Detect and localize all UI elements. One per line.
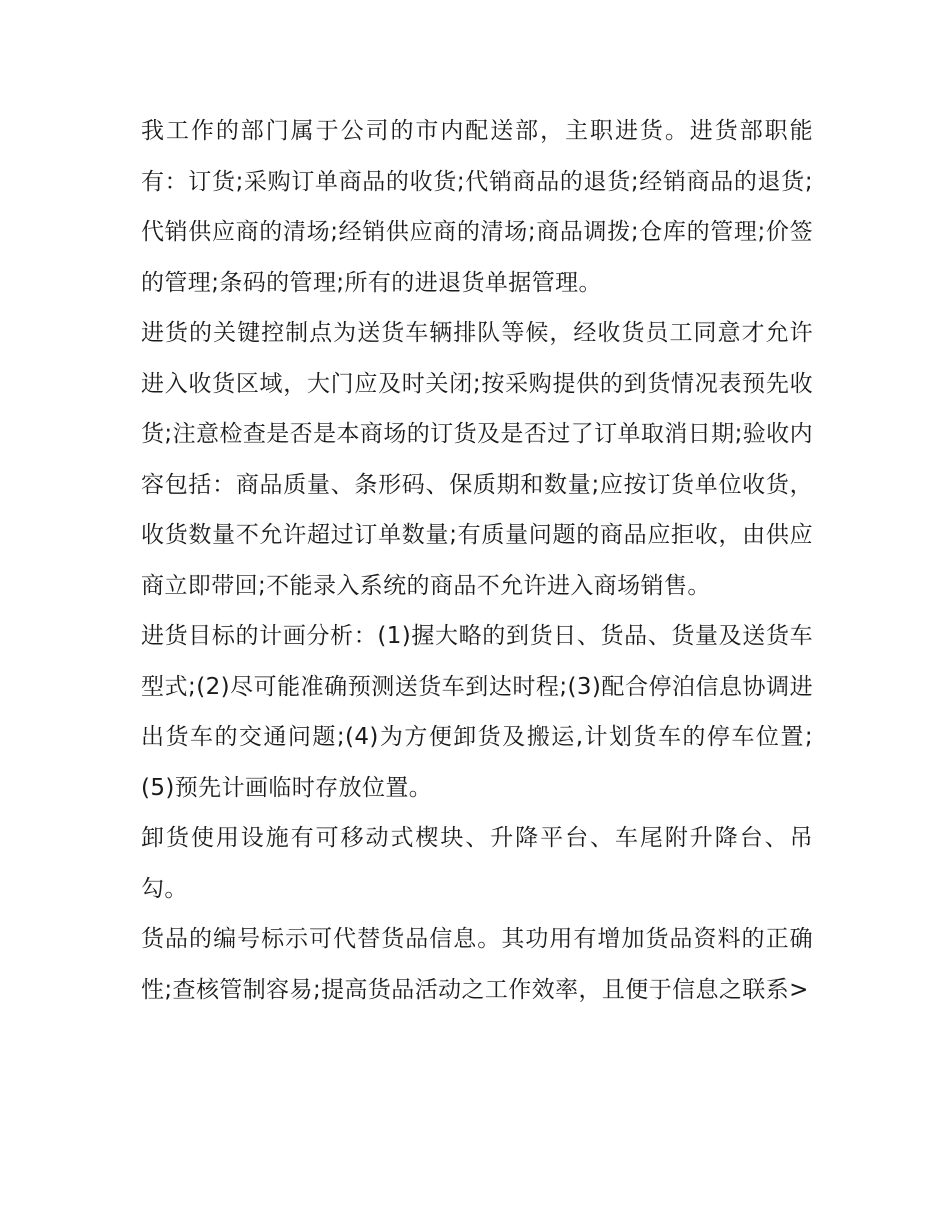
paragraph-key-control-points: 进货的关键控制点为送货车辆排队等候，经收货员工同意才允许进入收货区域，大门应及时关闭;按采购提供的到货情况表预先收货;注意检查是否是本商场的订货及是否过了订单取消日期;验收内容包括：商品质量、条形码、保质期和数量;应按订货单位收货，收货数量不允许超过订单数量;有质量问题的商品应拒收，由供应商立即带回;不能录入系统的商品不允许进入商场销售。 [141, 320, 813, 599]
paragraph-unloading-equipment: 卸货使用设施有可移动式楔块、升降平台、车尾附升降台、吊勾。 [141, 825, 813, 902]
document-body [141, 106, 813, 1015]
paragraph-item-numbering: 货品的编号标示可代替货品信息。其功用有增加货品资料的正确性;查核管制容易;提高货品活动之工作效率，且便于信息之联系> [141, 926, 813, 1003]
paragraph-department-duties: 我工作的部门属于公司的市内配送部，主职进货。进货部职能有：订货;采购订单商品的收货;代销商品的退货;经销商品的退货;代销供应商的清场;经销供应商的清场;商品调拨;仓库的管理;价签的管理;条码的管理;所有的进退货单据管理。 [141, 118, 813, 296]
paragraph-planning-analysis: 进货目标的计画分析：(1)握大略的到货日、货品、货量及送货车型式;(2)尽可能准确预测送货车到达时程;(3)配合停泊信息协调进出货车的交通问题;(4)为方便卸货及搬运,计划货车的停车位置;(5)预先计画临时存放位置。 [141, 623, 813, 801]
